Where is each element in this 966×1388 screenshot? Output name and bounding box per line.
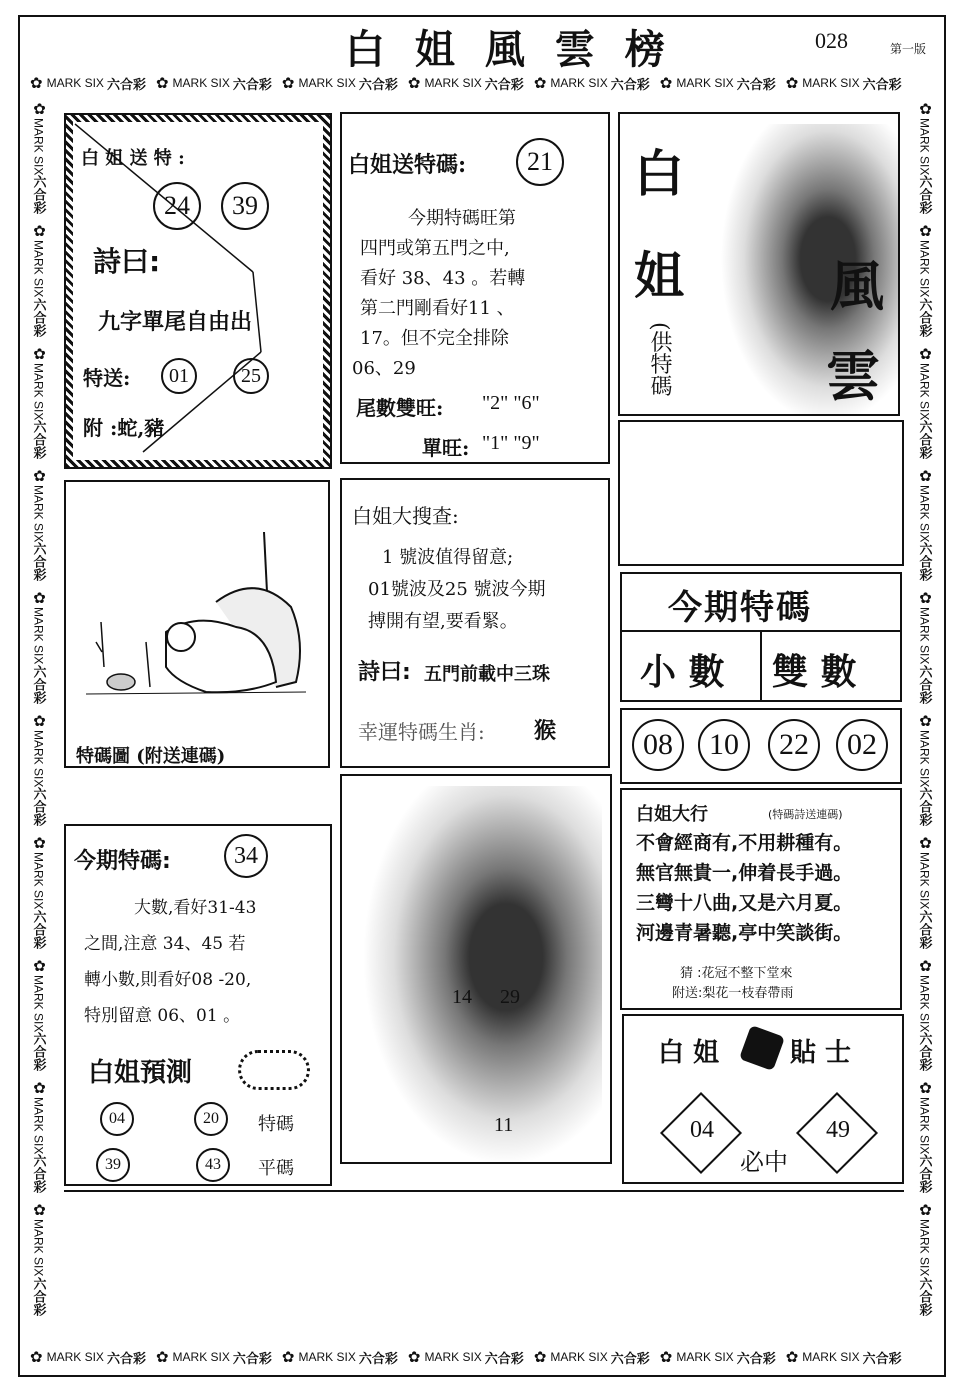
left-logo-strip <box>26 100 52 1340</box>
forecast-2: 20 <box>194 1102 228 1136</box>
logo-text: MARK SIX <box>917 974 932 1032</box>
picture-caption: 特碼圖 (附送連碼) <box>76 746 226 767</box>
photo-box <box>340 774 612 1164</box>
logo-text: MARK SIX <box>917 852 932 910</box>
logo-mark: 六合彩 <box>31 542 47 582</box>
logo-item <box>408 1348 524 1367</box>
logo-item <box>534 1348 650 1367</box>
flower-icon: ✿ <box>155 1349 169 1366</box>
logo-text: MARK SIX <box>46 76 104 90</box>
woman-photo-2 <box>362 786 602 1164</box>
flower-icon: ✿ <box>916 222 934 241</box>
logo-text: MARK SIX <box>917 240 932 298</box>
flower-icon: ✿ <box>281 1349 295 1366</box>
flower-icon: ✿ <box>785 75 799 92</box>
logo-text: MARK SIX <box>550 76 608 90</box>
tips-box <box>622 1014 904 1184</box>
tips-splash <box>739 1025 785 1071</box>
logo-item <box>916 222 935 336</box>
special-code-number: 21 <box>516 138 564 186</box>
logo-item <box>916 589 935 703</box>
logo-mark: 六合彩 <box>736 1350 776 1366</box>
logo-mark: 六合彩 <box>917 297 933 337</box>
flower-icon: ✿ <box>30 956 48 975</box>
send-line: 附送:梨花一枝春帶雨 <box>672 986 794 1001</box>
edition-label: 第一版 <box>890 42 927 56</box>
number-3: 22 <box>768 719 820 771</box>
logo-item <box>916 467 935 581</box>
text-line: 大數,看好31-43 <box>134 898 257 918</box>
flower-icon: ✿ <box>916 467 934 486</box>
gift-box-frame <box>64 113 332 469</box>
logo-item <box>408 74 524 93</box>
logo-mark: 六合彩 <box>917 664 933 704</box>
flower-icon: ✿ <box>659 1349 673 1366</box>
logo-mark: 六合彩 <box>31 909 47 949</box>
poem-line: 不會經商有,不用耕種有。 <box>636 832 853 854</box>
tip-number-1: 04 <box>690 1117 714 1143</box>
text-line: 第二門剛看好11 、 <box>360 298 515 319</box>
logo-item <box>786 74 902 93</box>
logo-text: MARK SIX <box>917 1096 932 1155</box>
flower-icon: ✿ <box>30 834 48 853</box>
flower-icon: ✿ <box>659 75 673 92</box>
logo-text: MARK SIX <box>172 1350 230 1364</box>
logo-mark: 六合彩 <box>358 76 398 92</box>
logo-item <box>30 1201 49 1315</box>
logo-item <box>30 1079 49 1193</box>
logo-mark: 六合彩 <box>610 1350 650 1366</box>
logo-mark: 六合彩 <box>31 297 47 337</box>
flower-icon: ✿ <box>916 100 934 118</box>
special-code-text <box>352 204 526 384</box>
flower-icon: ✿ <box>916 834 934 853</box>
logo-mark: 六合彩 <box>917 1154 933 1194</box>
flower-icon: ✿ <box>785 1349 799 1366</box>
logo-text: MARK SIX <box>917 607 932 665</box>
logo-item <box>660 1348 776 1367</box>
tail-label: 尾數雙旺: <box>356 396 444 420</box>
logo-text: MARK SIX <box>31 974 46 1032</box>
forecast-4: 43 <box>196 1148 230 1182</box>
logo-mark: 六合彩 <box>610 76 650 92</box>
animal-drawing <box>66 482 328 732</box>
tip-number-2: 49 <box>826 1117 850 1143</box>
flower-icon: ✿ <box>916 956 934 975</box>
poem-text: 五門前載中三珠 <box>424 664 550 685</box>
flower-icon: ✿ <box>30 1201 48 1220</box>
today-special-box <box>620 572 902 702</box>
lucky-label: 幸運特碼生肖: <box>358 720 485 744</box>
forecast-title: 白姐預測 <box>88 1058 193 1088</box>
issue-number: 028 <box>815 28 848 53</box>
bottom-logo-strip <box>30 1344 905 1370</box>
flower-icon: ✿ <box>30 1349 43 1366</box>
poem-box-heading: 白姐大行 <box>636 804 708 825</box>
logo-text: MARK SIX <box>31 240 46 298</box>
flower-icon: ✿ <box>533 1349 547 1366</box>
logo-text: MARK SIX <box>917 1219 932 1277</box>
logo-text: MARK SIX <box>917 729 932 788</box>
logo-mark: 六合彩 <box>31 175 47 215</box>
special-send-label: 特送: <box>83 366 131 390</box>
divider-v <box>760 630 762 702</box>
flower-icon: ✿ <box>30 100 48 118</box>
single-values: "1" "9" <box>482 432 540 454</box>
logo-text: MARK SIX <box>46 1350 104 1364</box>
page-title: 白 姐 風 雲 榜 <box>345 26 673 73</box>
gift-heading: 白 姐 送 特 : <box>81 148 185 169</box>
text-line: 1 號波值得留意; <box>382 547 514 568</box>
logo-mark: 六合彩 <box>917 787 933 827</box>
logo-item <box>916 345 935 459</box>
poem-label: 詩曰: <box>358 660 411 685</box>
logo-text: MARK SIX <box>676 1350 734 1364</box>
logo-mark: 六合彩 <box>31 787 47 827</box>
flower-icon: ✿ <box>407 1349 421 1366</box>
text-line: 四門或第五門之中, <box>360 238 510 259</box>
flower-icon: ✿ <box>407 75 421 92</box>
logo-item <box>534 74 650 93</box>
prediction-box <box>64 824 332 1186</box>
attribute-even: 雙 數 <box>772 651 857 693</box>
logo-mark: 六合彩 <box>917 175 933 215</box>
logo-mark: 六合彩 <box>106 76 146 92</box>
attribute-small: 小 數 <box>640 651 725 693</box>
flower-icon: ✿ <box>916 589 934 608</box>
prediction-text <box>84 890 256 1034</box>
flower-icon: ✿ <box>30 711 48 730</box>
poem-title: 詩曰: <box>93 245 161 278</box>
text-line: 搏開有望,要看緊。 <box>368 611 518 632</box>
today-special-heading: 今期特碼 <box>668 588 812 628</box>
logo-item <box>660 74 776 93</box>
logo-text: MARK SIX <box>917 118 932 176</box>
logo-item <box>30 100 49 214</box>
number-4: 02 <box>836 719 888 771</box>
side-note: (供特碼 <box>647 322 672 397</box>
logo-text: MARK SIX <box>424 1350 482 1364</box>
logo-item <box>30 589 49 703</box>
flower-icon: ✿ <box>533 75 547 92</box>
logo-text: MARK SIX <box>31 1219 46 1277</box>
logo-mark: 六合彩 <box>31 1154 47 1194</box>
tip-note: 必中 <box>740 1148 788 1176</box>
logo-item <box>916 1201 935 1315</box>
logo-text: MARK SIX <box>917 362 932 421</box>
title-char-2: 姐 <box>634 246 684 305</box>
flower-icon: ✿ <box>155 75 169 92</box>
logo-mark: 六合彩 <box>358 1350 398 1366</box>
flower-icon: ✿ <box>30 222 48 241</box>
forecast-badge <box>238 1050 310 1090</box>
top-logo-strip <box>30 70 905 96</box>
flower-icon: ✿ <box>30 75 43 92</box>
logo-item <box>156 74 272 93</box>
poem-line: 三彎十八曲,又是六月夏。 <box>636 892 853 914</box>
prediction-number: 34 <box>224 834 268 878</box>
text-line: 06、29 <box>352 358 416 379</box>
logo-text: MARK SIX <box>31 118 46 176</box>
logo-item <box>30 222 49 336</box>
logo-mark: 六合彩 <box>31 664 47 704</box>
logo-text: MARK SIX <box>550 1350 608 1364</box>
logo-item <box>916 712 935 826</box>
flower-icon: ✿ <box>916 344 934 363</box>
flower-icon: ✿ <box>30 344 48 363</box>
logo-item <box>156 1348 272 1367</box>
forecast-label-1: 特碼 <box>258 1114 294 1135</box>
logo-mark: 六合彩 <box>31 420 47 460</box>
logo-item <box>282 74 398 93</box>
title-photo-box <box>618 112 900 416</box>
logo-text: MARK SIX <box>802 76 860 90</box>
logo-mark: 六合彩 <box>862 1350 902 1366</box>
logo-mark: 六合彩 <box>917 420 933 460</box>
forecast-3: 39 <box>96 1148 130 1182</box>
special-send-1: 01 <box>161 358 197 394</box>
text-line: 01號波及25 號波今期 <box>368 579 546 600</box>
logo-text: MARK SIX <box>424 76 482 90</box>
logo-text: MARK SIX <box>802 1350 860 1364</box>
forecast-1: 04 <box>100 1102 134 1136</box>
logo-mark: 六合彩 <box>31 1276 47 1316</box>
poem-line: 九字單尾自由出 <box>98 309 253 335</box>
gift-number-2: 39 <box>221 182 269 230</box>
search-heading: 白姐大搜查: <box>352 504 459 528</box>
logo-item <box>786 1348 902 1367</box>
logo-text: MARK SIX <box>31 362 46 421</box>
flower-icon: ✿ <box>30 1078 48 1097</box>
logo-item <box>30 467 49 581</box>
text-line: 之間,注意 34、45 若 <box>84 934 246 954</box>
photo-number-3: 11 <box>494 1114 514 1136</box>
logo-item <box>30 834 49 948</box>
flower-icon: ✿ <box>30 589 48 608</box>
logo-mark: 六合彩 <box>31 1031 47 1071</box>
single-label: 單旺: <box>422 436 470 460</box>
flower-icon: ✿ <box>30 467 48 486</box>
title-char-3: 風 <box>830 254 884 318</box>
title-char-4: 雲 <box>826 344 880 408</box>
right-logo-strip <box>912 100 938 1340</box>
attach-zodiac: 附 :蛇,豬 <box>83 416 165 440</box>
special-code-heading: 白姐送特碼: <box>348 152 467 178</box>
logo-mark: 六合彩 <box>917 1031 933 1071</box>
logo-text: MARK SIX <box>298 1350 356 1364</box>
poem-lines <box>636 828 852 948</box>
logo-item <box>916 100 935 214</box>
search-text <box>368 542 546 638</box>
logo-item <box>30 74 146 93</box>
logo-item <box>30 345 49 459</box>
forecast-label-2: 平碼 <box>258 1158 294 1179</box>
poem-box <box>620 788 902 1010</box>
logo-text: MARK SIX <box>31 607 46 665</box>
special-send-2: 25 <box>233 358 269 394</box>
tips-heading-left: 白 姐 <box>658 1038 720 1068</box>
text-line: 轉小數,則看好08 -20, <box>84 970 252 990</box>
logo-text: MARK SIX <box>172 76 230 90</box>
number-row-box <box>620 708 902 784</box>
logo-item <box>916 957 935 1071</box>
logo-item <box>916 1079 935 1193</box>
logo-item <box>30 1348 146 1367</box>
flower-icon: ✿ <box>916 1201 934 1220</box>
logo-item <box>282 1348 398 1367</box>
text-line: 看好 38、43 。若轉 <box>360 268 526 289</box>
logo-mark: 六合彩 <box>736 76 776 92</box>
search-box <box>340 478 610 768</box>
prediction-heading: 今期特碼: <box>74 849 171 874</box>
bottom-rule <box>64 1190 904 1192</box>
photo-number-2: 29 <box>500 986 520 1008</box>
photo-number-1: 14 <box>452 986 472 1008</box>
poem-box-sub: (特碼詩送連碼) <box>768 808 843 821</box>
logo-mark: 六合彩 <box>484 1350 524 1366</box>
poem-line: 無官無貴一,伸着長手過。 <box>636 862 853 884</box>
flower-icon: ✿ <box>281 75 295 92</box>
tips-heading-right: 貼 士 <box>790 1038 852 1068</box>
title-char-1: 白 <box>634 144 684 203</box>
text-line: 今期特碼旺第 <box>408 208 516 229</box>
logo-mark: 六合彩 <box>106 1350 146 1366</box>
number-2: 10 <box>698 719 750 771</box>
logo-text: MARK SIX <box>298 76 356 90</box>
logo-mark: 六合彩 <box>862 76 902 92</box>
text-line: 17。但不完全排除 <box>360 328 509 349</box>
logo-mark: 六合彩 <box>917 542 933 582</box>
gift-number-1: 24 <box>153 182 201 230</box>
logo-mark: 六合彩 <box>917 1276 933 1316</box>
logo-mark: 六合彩 <box>232 76 272 92</box>
logo-text: MARK SIX <box>31 729 46 788</box>
special-code-box <box>340 112 610 464</box>
flower-icon: ✿ <box>916 1078 934 1097</box>
logo-text: MARK SIX <box>917 485 932 543</box>
logo-mark: 六合彩 <box>484 76 524 92</box>
flower-icon: ✿ <box>916 711 934 730</box>
logo-text: MARK SIX <box>31 485 46 543</box>
tail-values: "2" "6" <box>482 392 540 414</box>
lucky-zodiac: 猴 <box>534 718 557 744</box>
logo-item <box>916 834 935 948</box>
special-code-picture <box>64 480 330 768</box>
logo-item <box>30 712 49 826</box>
logo-mark: 六合彩 <box>232 1350 272 1366</box>
number-1: 08 <box>632 719 684 771</box>
poem-line: 河邊青暑聽,亭中笑談街。 <box>636 922 853 944</box>
logo-text: MARK SIX <box>31 1096 46 1155</box>
logo-text: MARK SIX <box>676 76 734 90</box>
logo-item <box>30 957 49 1071</box>
guess-line: 猜 :花冠不整下堂來 <box>680 966 793 981</box>
logo-mark: 六合彩 <box>917 909 933 949</box>
blank-box <box>618 420 904 566</box>
text-line: 特別留意 06、01 。 <box>84 1006 241 1026</box>
logo-text: MARK SIX <box>31 852 46 910</box>
